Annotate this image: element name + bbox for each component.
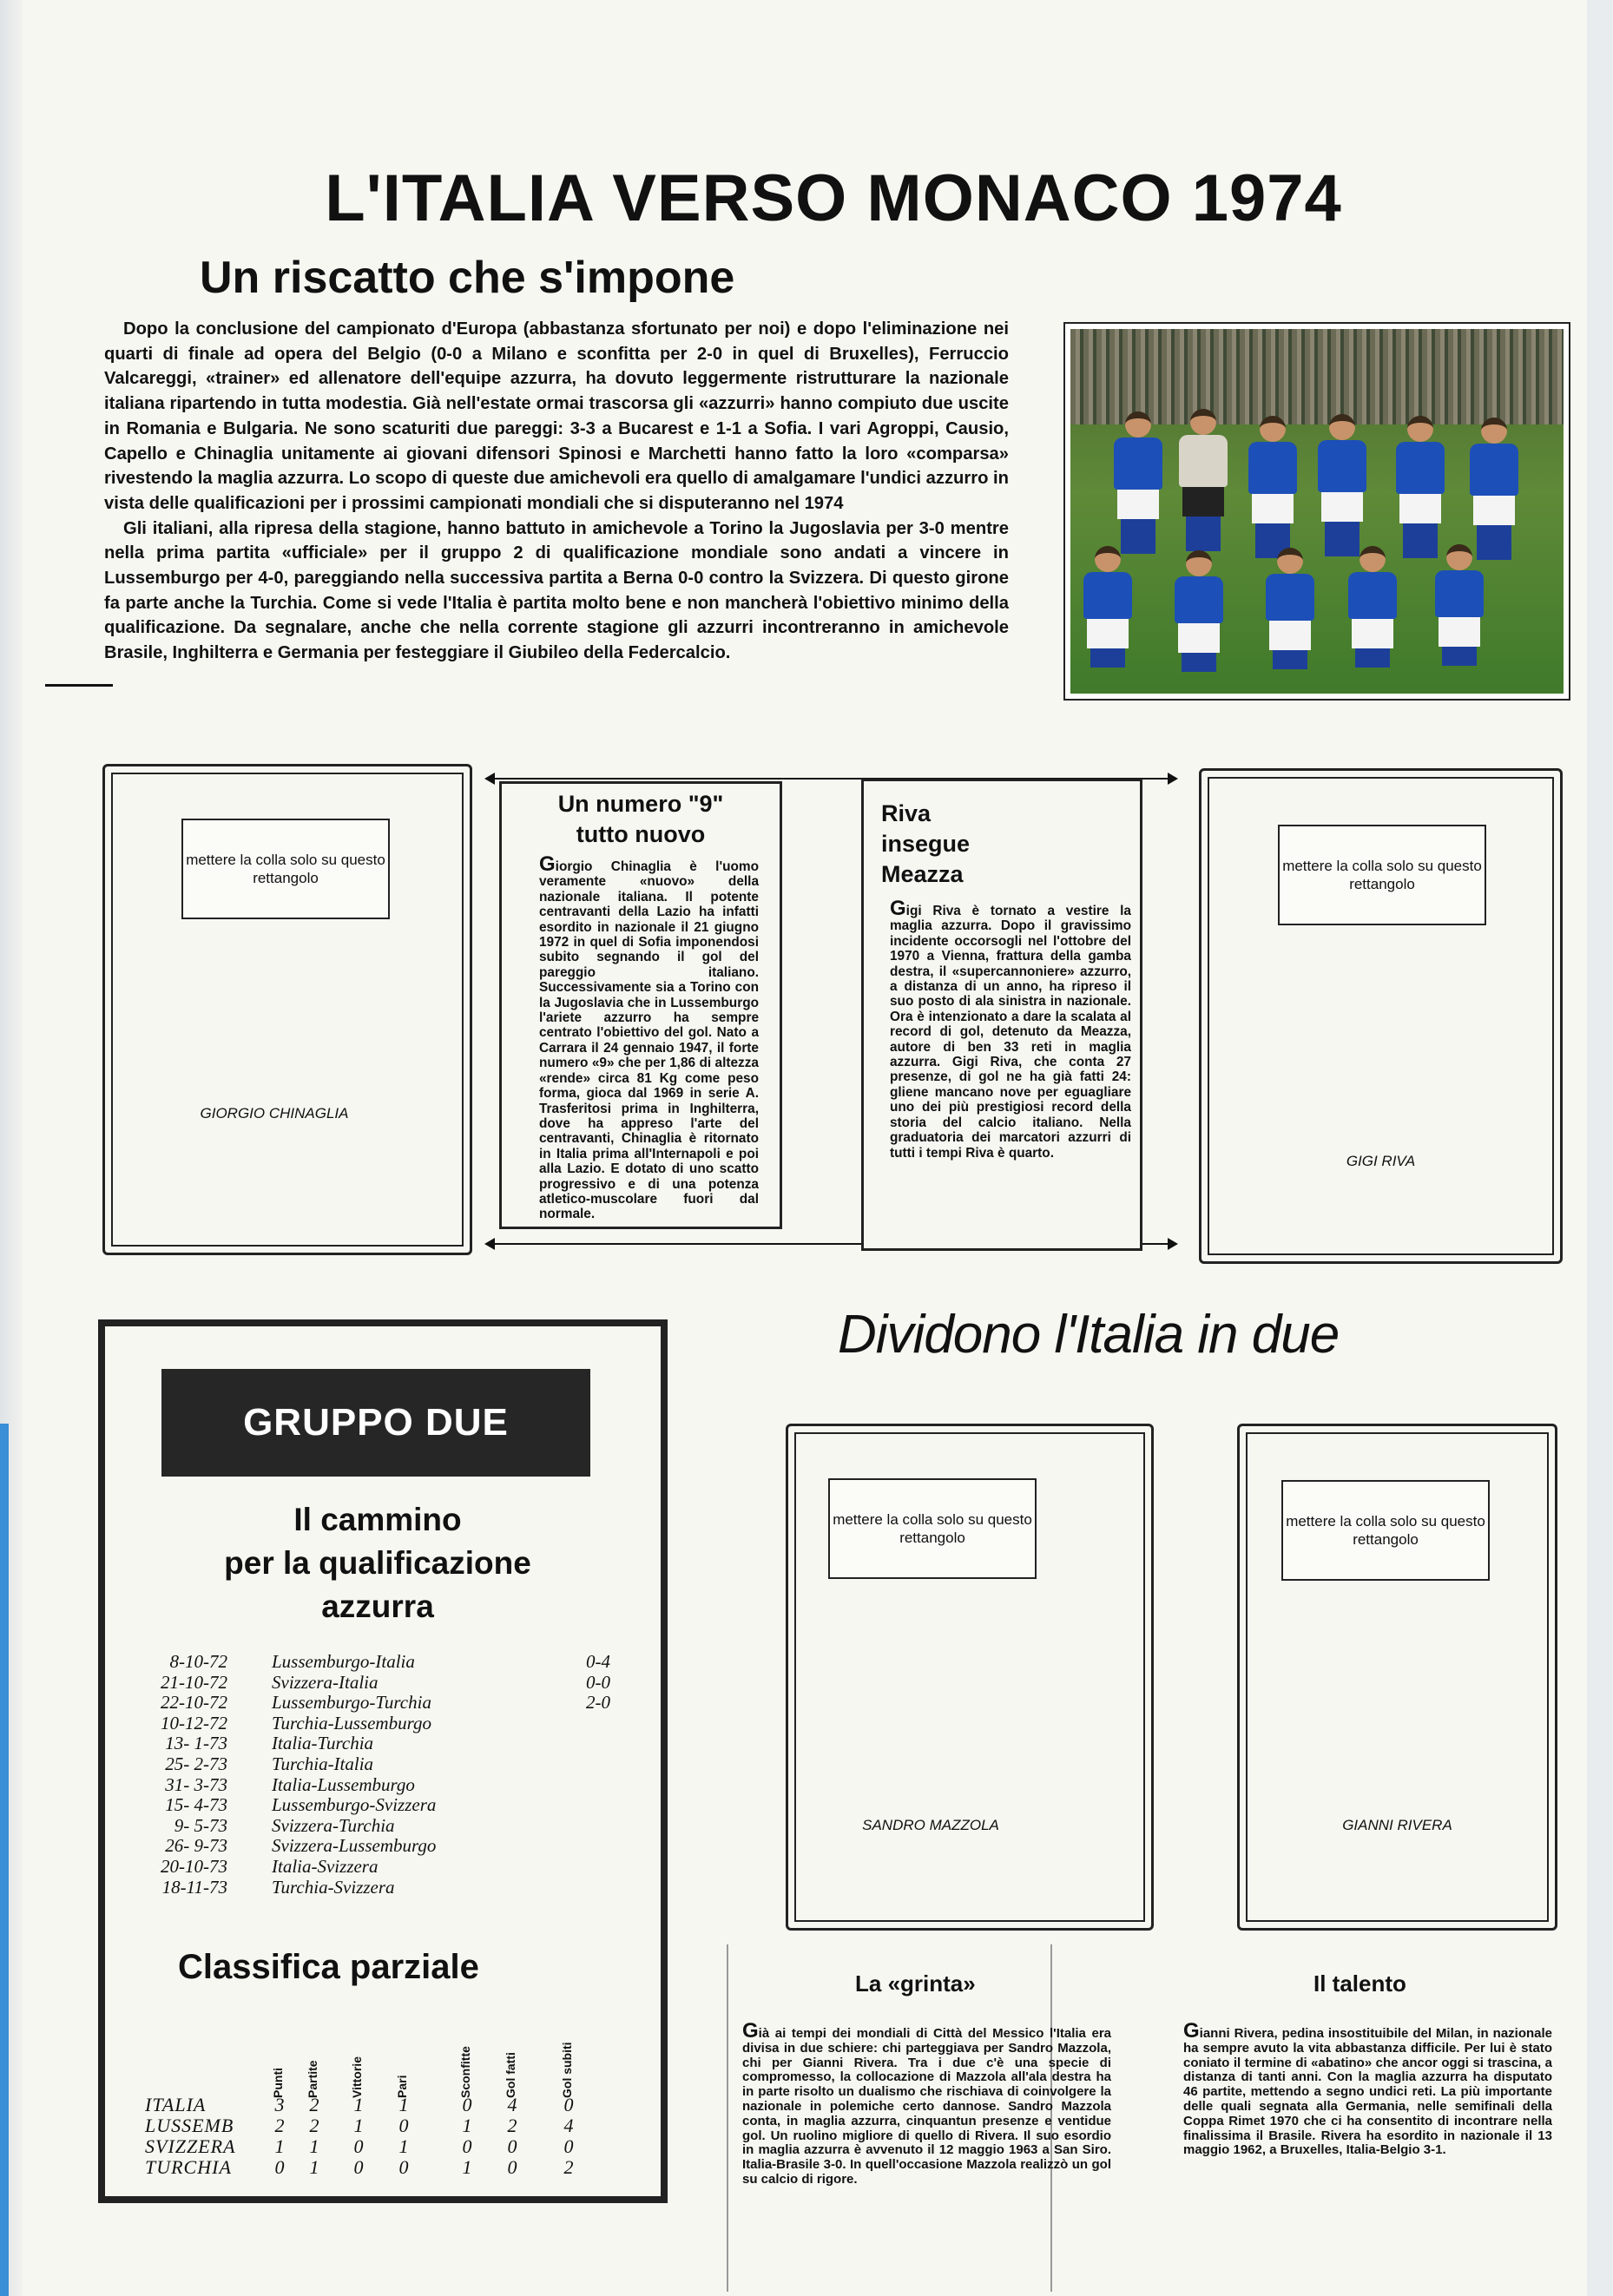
group-subtitle-line: per la qualificazione — [224, 1545, 531, 1581]
article-title: Meazza — [881, 861, 964, 887]
section-title: Dividono l'Italia in due — [838, 1305, 1340, 1365]
team-name: TURCHIA — [145, 2156, 232, 2178]
standings-value: 2 — [563, 2156, 574, 2178]
page-title: L'ITALIA VERSO MONACO 1974 — [325, 161, 1342, 235]
match-teams: Svizzera-Lussemburgo — [272, 1835, 437, 1857]
standings-value: 2 — [507, 2115, 517, 2136]
match-score: 2-0 — [586, 1692, 610, 1714]
match-teams: Lussemburgo-Turchia — [272, 1692, 431, 1714]
standings-header: Gol fatti — [504, 2052, 517, 2098]
group-subtitle-line: azzurra — [321, 1589, 434, 1624]
group-subtitle-line: Il cammino — [293, 1502, 462, 1537]
article-riva — [861, 779, 1142, 1251]
grinta-title: La «grinta» — [855, 1970, 976, 1997]
intro-paragraph-1: Dopo la conclusione del campionato d'Europa (abbastanza sfortunato per noi) e dopo l'eliminazione nei quarti di finale ad opera del Belgio (0-0 a Milano e sconfitta per 2-0 in quel di Bruxelles), Ferruccio Valcareggi, «trainer» ed allenatore dell'equipe azzurra, ha dovuto leggermente ristrutturare la nazionale italiana ripartendo in tutta modestia. Già nell'estate ormai trascorsa gli «azzurri» hanno compiuto due uscite in Romania e Bulgaria. Ne sono scaturiti due pareggi: 3-3 a Bucarest e 1-1 a Sofia. I vari Agroppi, Causio, Capello e Chinaglia unitamente ai giovani difensori Spinosi e Marchetti hanno fatto la loro «comparsa» rivestendo la maglia azzurra. Lo scopo di queste due amichevoli era quello di amalgamare l'undici azzurro in vista delle qualificazioni per i prossimi campionati mondiali che si disputeranno nel 1974 — [104, 319, 1009, 513]
player-figure — [1348, 546, 1397, 668]
standings-value: 1 — [353, 2115, 364, 2136]
article-title: Un numero "9" — [557, 791, 724, 817]
standings-value: 2 — [309, 2115, 319, 2136]
player-figure — [1266, 548, 1314, 669]
page-blue-edge — [0, 1424, 9, 2296]
intro-text — [104, 317, 1009, 666]
standings-value: 1 — [309, 2156, 319, 2178]
match-teams: Turchia-Svizzera — [272, 1876, 395, 1898]
article-title: Riva — [881, 800, 932, 826]
match-date: 18-11-73 — [161, 1876, 227, 1898]
margin-rule — [45, 684, 113, 687]
match-teams: Italia-Turchia — [272, 1733, 374, 1754]
article-chinaglia — [499, 781, 782, 1229]
standings-header: Sconfitte — [458, 2046, 472, 2098]
glue-area: mettere la colla solo su questo rettangolo — [828, 1478, 1037, 1579]
match-teams: Svizzera-Italia — [272, 1671, 379, 1693]
player-figure — [1470, 418, 1518, 560]
player-figure — [1318, 414, 1366, 556]
talento-title: Il talento — [1313, 1970, 1406, 1997]
standings-value: 4 — [563, 2115, 574, 2136]
standings-header: Partite — [306, 2060, 319, 2098]
drop-cap: G — [742, 2019, 759, 2043]
standings-value: 0 — [563, 2094, 574, 2115]
match-date: 20-10-73 — [161, 1856, 227, 1877]
standings-header: Gol subiti — [560, 2042, 574, 2098]
sticker-caption: GIGI RIVA — [1346, 1153, 1416, 1169]
team-name: SVIZZERA — [145, 2135, 236, 2157]
player-figure — [1175, 550, 1223, 672]
drop-cap: G — [539, 852, 556, 876]
player-figure — [1248, 416, 1297, 558]
match-teams: Turchia-Italia — [272, 1753, 374, 1774]
match-date: 21-10-72 — [161, 1671, 227, 1693]
match-date: 13- 1-73 — [165, 1733, 227, 1754]
match-score: 0-0 — [586, 1671, 610, 1693]
match-teams: Svizzera-Turchia — [272, 1814, 395, 1836]
match-date: 9- 5-73 — [174, 1814, 227, 1836]
standings-value: 0 — [507, 2135, 517, 2157]
standings-value: 0 — [563, 2135, 574, 2157]
match-teams: Lussemburgo-Italia — [272, 1651, 415, 1672]
standings-title: Classifica parziale — [178, 1948, 479, 1986]
sticker-caption: GIANNI RIVERA — [1342, 1817, 1452, 1833]
standings-value: 4 — [507, 2094, 517, 2115]
group-subtitle — [139, 1498, 616, 1628]
standings-value: 0 — [507, 2156, 517, 2178]
standings-value: 1 — [462, 2115, 472, 2136]
match-teams: Italia-Lussemburgo — [272, 1773, 415, 1795]
team-name: ITALIA — [145, 2094, 207, 2115]
standings-header: Vittorie — [350, 2056, 364, 2098]
sticker-caption: GIORGIO CHINAGLIA — [200, 1105, 349, 1122]
match-date: 10-12-72 — [161, 1712, 227, 1734]
article-title: insegue — [881, 831, 971, 857]
sticker-slot-rivera[interactable] — [1237, 1424, 1557, 1931]
match-date: 22-10-72 — [161, 1692, 227, 1714]
standings-value: 1 — [353, 2094, 364, 2115]
sticker-caption: SANDRO MAZZOLA — [862, 1817, 999, 1833]
match-date: 15- 4-73 — [165, 1794, 227, 1816]
team-photo — [1065, 324, 1569, 699]
article-title: tutto nuovo — [576, 821, 706, 847]
standings-value: 1 — [462, 2156, 472, 2178]
match-teams: Turchia-Lussemburgo — [272, 1712, 431, 1734]
standings-value: 0 — [274, 2156, 285, 2178]
page-subtitle: Un riscatto che s'impone — [200, 253, 735, 303]
match-date: 26- 9-73 — [165, 1835, 227, 1857]
drop-cap: G — [1183, 2019, 1200, 2043]
standings-header: Punti — [271, 2068, 285, 2098]
standings-value: 0 — [398, 2115, 409, 2136]
talento-body: Gianni Rivera, pedina insostituibile del Milan, in nazionale ha sempre avuto la vita abbastanza difficile. Per lui è stato coniato il termine di «abatino» che ancor oggi si trascina, a distanza di tanti anni. Con la maglia azzurra ha disputato 46 partite, mettendo a segno undici reti. La più importante delle quali segnata alla Germania, nelle semifinali della Coppa Rimet 1970 che ci ha consentito di incontrare nella finalissima il Brasile. Rivera ha esordito in nazionale il 13 maggio 1962, a Bruxelles, Italia-Belgio 3-1. — [1183, 2019, 1552, 2158]
stadium-crowd — [1070, 329, 1564, 424]
article-body: Gigi Riva è tornato a vestire la maglia azzurra. Dopo il gravissimo incidente occorsogli nel l'ottobre del 1970 a Vienna, frattura della gamba destra, il «supercannoniere» azzurro, a distanza di un anno, ha ripreso il suo posto di ala sinistra in nazionale. Ora è intenzionato a dare la scalata al record di gol, detenuto da Meazza, autore di ben 33 reti in maglia azzurra. Gigi Riva, che conta 27 presenze, di gol ne ha già fatti 24: gliene mancano nove per eguagliare uno dei più prestigiosi record della storia del calcio italiano. Nella graduatoria dei marcatori azzurri di tutti i tempi Riva è quarto. — [890, 897, 1131, 1161]
player-figure — [1083, 546, 1132, 668]
article-body: Giorgio Chinaglia è l'uomo veramente «nuovo» della nazionale italiana. Il potente centravanti della Lazio ha infatti esordito in nazionale il 21 giugno 1972 in quel di Sofia imponendosi subito segnando il gol del pareggio italiano. Successivamente sia a Torino con la Jugoslavia che in Lussemburgo l'ariete azzurro ha sempre centrato l'obiettivo del gol. Nato a Carrara il 24 gennaio 1947, il forte numero «9» che per 1,86 di altezza «rende» circa 81 Kg come peso forma, gioca dal 1969 in serie A. Trasferitosi prima in Inghilterra, dove ha appreso l'arte del centravanti, Chinaglia è ritornato in Italia prima all'Internapoli e poi alla Lazio. E dotato di uno scatto progressivo e di una potenza atletico-muscolare fuori dal normale. — [539, 852, 759, 1222]
match-date: 8-10-72 — [169, 1651, 227, 1672]
intro-paragraph-2: Gli italiani, alla ripresa della stagione, hanno battuto in amichevole a Torino la Jugoslavia per 3-0 mentre nella prima partita «ufficiale» per il gruppo 2 di qualificazione mondiale sono andati a vincere in Lussemburgo per 4-0, pareggiando nella successiva partita a Berna 0-0 contro la Svizzera. Di questo girone fa parte anche la Turchia. Come si vede l'Italia è partita molto bene e non mancherà l'obiettivo minimo della qualificazione. Da segnalare, anche che nella corrente stagione gli azzurri incontreranno in amichevole Brasile, Inghilterra e Germania per festeggiare il Giubileo della Federcalcio. — [104, 518, 1009, 663]
match-teams: Lussemburgo-Svizzera — [272, 1794, 437, 1816]
glue-area: mettere la colla solo su questo rettangolo — [1281, 1480, 1490, 1581]
team-name: LUSSEMB — [145, 2115, 234, 2136]
standings-value: 1 — [309, 2135, 319, 2157]
grinta-body: Già ai tempi dei mondiali di Città del Messico l'Italia era divisa in due schiere: chi parteggiava per Sandro Mazzola, chi per Gianni Rivera. Tra i due c'è una specie di compromesso, la collocazione di Mazzola all'ala destra ha in parte risolto un dualismo che rischiava di coinvolgere la nazionale in polemiche certo dannose. Sandro Mazzola conta, in maglia azzurra, cinquantun presenze e ventidue gol. Un ruolino migliore di quello di Rivera. Il suo esordio in maglia azzurra è avvenuto il 12 maggio 1963 a San Siro. Italia-Brasile 3-0. In quell'occasione Mazzola realizzò un gol su calcio di rigore. — [742, 2019, 1111, 2187]
standings-value: 0 — [353, 2156, 364, 2178]
standings-value: 3 — [274, 2094, 285, 2115]
standings-value: 2 — [309, 2094, 319, 2115]
standings-value: 1 — [398, 2094, 409, 2115]
standings-value: 0 — [462, 2094, 472, 2115]
standings-value: 0 — [398, 2156, 409, 2178]
match-date: 31- 3-73 — [165, 1773, 227, 1795]
standings-value: 2 — [274, 2115, 285, 2136]
glue-area: mettere la colla solo su questo rettangolo — [1278, 825, 1486, 925]
standings-value: 1 — [398, 2135, 409, 2157]
goalkeeper-figure — [1179, 409, 1228, 551]
player-figure — [1114, 411, 1162, 554]
drop-cap: G — [890, 897, 906, 920]
page-right-edge — [1587, 0, 1613, 2296]
player-figure — [1396, 416, 1445, 558]
match-score: 0-4 — [586, 1651, 610, 1672]
standings-value: 1 — [274, 2135, 285, 2157]
standings-value: 0 — [353, 2135, 364, 2157]
standings-header: Pari — [395, 2075, 409, 2098]
match-date: 25- 2-73 — [165, 1753, 227, 1774]
group-banner: GRUPPO DUE — [161, 1369, 590, 1477]
sticker-slot-riva[interactable] — [1199, 768, 1563, 1264]
glue-area: mettere la colla solo su questo rettangolo — [181, 819, 390, 919]
sticker-slot-chinaglia[interactable] — [102, 764, 472, 1255]
player-figure — [1435, 544, 1484, 666]
standings-value: 0 — [462, 2135, 472, 2157]
sticker-slot-mazzola[interactable] — [786, 1424, 1154, 1931]
match-teams: Italia-Svizzera — [272, 1856, 379, 1877]
